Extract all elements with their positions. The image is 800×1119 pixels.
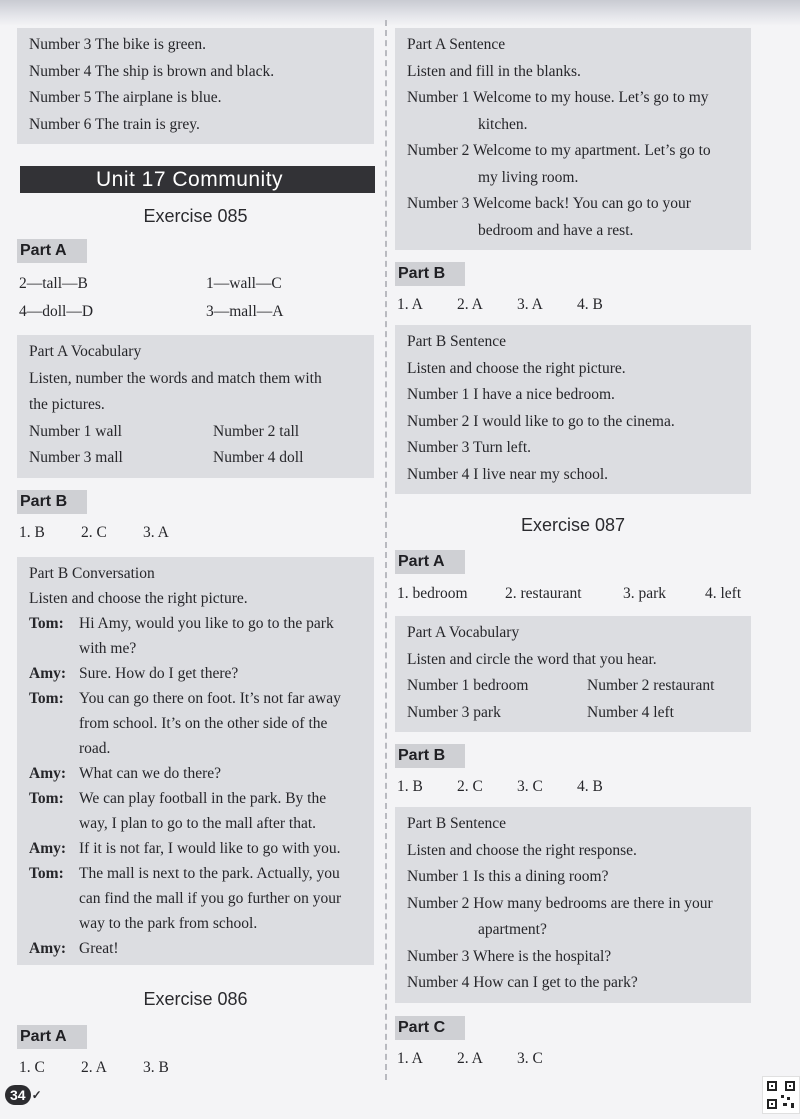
- page-top-edge: [0, 0, 800, 26]
- part-label: Part B: [395, 744, 465, 768]
- answer-item: 3—mall—A: [206, 303, 284, 320]
- transcript-heading: Part A Sentence: [407, 36, 506, 53]
- transcript-heading: Part B Sentence: [407, 815, 507, 832]
- dialog-line: What can we do there?: [79, 764, 222, 782]
- exercise-title: Exercise 085: [143, 206, 248, 226]
- transcript-line: Number 4 doll: [213, 449, 304, 466]
- dialog-line: way, I plan to go to the mall after that.: [79, 814, 317, 832]
- dialog-line: Sure. How do I get there?: [79, 664, 239, 682]
- answer-item: 3. park: [623, 585, 667, 602]
- answer-row: [395, 580, 751, 608]
- answer-item: 1. A: [397, 1049, 423, 1067]
- speaker-name: Tom:: [29, 789, 64, 807]
- transcript-line: Number 3 Turn left.: [407, 439, 531, 456]
- part-label: Part A: [17, 1025, 87, 1049]
- dialog-line: Hi Amy, would you like to go to the park: [79, 614, 334, 632]
- transcript-instruction: the pictures.: [29, 396, 105, 413]
- answer-grid: [17, 270, 374, 326]
- answer-item: 4. B: [577, 778, 603, 795]
- transcript-line: Number 1 Welcome to my house. Let’s go to my: [407, 89, 709, 106]
- transcript-line: Number 6 The train is grey.: [29, 115, 200, 133]
- part-label: Part A: [17, 239, 87, 263]
- transcript-box-vocabulary: [17, 335, 374, 478]
- dialog-turn: [29, 686, 364, 761]
- right-column: [395, 28, 751, 1073]
- transcript-instruction: Listen and circle the word that you hear.: [407, 650, 657, 668]
- transcript-line: Number 2 Welcome to my apartment. Let’s go to: [407, 142, 711, 159]
- qr-code-icon: [762, 1076, 800, 1114]
- dialog-line: from school. It’s on the other side of the: [79, 714, 328, 732]
- transcript-line: Number 2 restaurant: [587, 677, 715, 694]
- transcript-line: Number 3 Where is the hospital?: [407, 947, 612, 965]
- transcript-line: Number 4 I live near my school.: [407, 465, 609, 483]
- answer-item: 4—doll—D: [19, 303, 94, 320]
- answer-item: 2. restaurant: [505, 585, 582, 602]
- transcript-line: Number 1 bedroom: [407, 677, 529, 694]
- answer-item: 2. A: [457, 1049, 483, 1067]
- transcript-line: kitchen.: [478, 115, 528, 133]
- speaker-name: Amy:: [29, 764, 67, 782]
- transcript-heading: Part A Vocabulary: [407, 624, 520, 641]
- dialog-turn: [29, 611, 364, 661]
- answer-row: [17, 519, 374, 547]
- speaker-name: Amy:: [29, 839, 67, 857]
- dialog-turn: [29, 861, 364, 936]
- transcript-box-vocabulary: [395, 616, 751, 732]
- dialog-line: with me?: [79, 639, 137, 657]
- transcript-line: Number 3 park: [407, 703, 501, 721]
- transcript-line: Number 2 tall: [213, 422, 300, 440]
- dialog-line: The mall is next to the park. Actually, you: [79, 864, 340, 882]
- speaker-name: Tom:: [29, 689, 64, 707]
- transcript-heading: Part B Sentence: [407, 333, 507, 350]
- answer-item: 1. C: [19, 1058, 45, 1076]
- transcript-line: Number 5 The airplane is blue.: [29, 89, 222, 106]
- transcript-instruction: Listen and choose the right picture.: [407, 359, 626, 377]
- dialog-line: If it is not far, I would like to go with you.: [79, 839, 341, 857]
- transcript-line: Number 3 mall: [29, 449, 123, 466]
- answer-item: 3. A: [143, 523, 169, 541]
- column-divider: [385, 20, 387, 1080]
- answer-item: 1. bedroom: [397, 585, 468, 602]
- transcript-line: Number 3 Welcome back! You can go to your: [407, 195, 691, 212]
- unit-title-banner: Unit 17 Community: [20, 166, 375, 193]
- dialog-turn: [29, 761, 364, 786]
- transcript-heading: Part B Conversation: [29, 564, 155, 582]
- page-number: [5, 1083, 47, 1107]
- transcript-box-conversation: [17, 557, 374, 965]
- speaker-name: Amy:: [29, 664, 67, 682]
- answer-item: 1—wall—C: [206, 275, 282, 292]
- transcript-line: bedroom and have a rest.: [478, 221, 634, 239]
- speaker-name: Tom:: [29, 864, 64, 882]
- answer-item: 2. C: [81, 523, 107, 541]
- part-label: Part C: [395, 1016, 465, 1040]
- answer-row: [395, 773, 751, 801]
- transcript-line: Number 4 left: [587, 703, 674, 721]
- exercise-title: Exercise 086: [143, 988, 248, 1009]
- transcript-line: Number 1 I have a nice bedroom.: [407, 386, 615, 403]
- answer-row: [17, 1054, 374, 1082]
- dialog-line: You can go there on foot. It’s not far away: [79, 689, 341, 707]
- answer-item: 3. C: [517, 778, 543, 795]
- answer-item: 3. B: [143, 1058, 169, 1076]
- dialog-line: road.: [79, 739, 111, 757]
- transcript-line: apartment?: [478, 921, 547, 938]
- part-label: Part B: [395, 262, 465, 286]
- transcript-line: Number 4 The ship is brown and black.: [29, 62, 275, 80]
- transcript-instruction: Listen and fill in the blanks.: [407, 62, 581, 80]
- transcript-box-sentence-response: [395, 807, 751, 1003]
- dialog-turn: [29, 936, 364, 961]
- transcript-box-sentence-picture: [395, 325, 751, 494]
- transcript-instruction: Listen, number the words and match them with: [29, 369, 322, 387]
- answer-item: 2—tall—B: [19, 275, 88, 292]
- transcript-line: Number 4 How can I get to the park?: [407, 974, 638, 991]
- answer-item: 2. A: [457, 296, 483, 313]
- dialog-turn: [29, 661, 364, 686]
- answer-item: 2. C: [457, 778, 483, 795]
- answer-item: 4. left: [705, 585, 742, 602]
- dialog-line: can find the mall if you go further on your: [79, 889, 342, 907]
- part-label: Part A: [395, 550, 465, 574]
- dialog-line: Great!: [79, 939, 119, 957]
- answer-item: 3. C: [517, 1049, 543, 1067]
- transcript-line: Number 2 I would like to go to the cinema.: [407, 412, 675, 430]
- answer-item: 2. A: [81, 1058, 107, 1076]
- transcript-instruction: Listen and choose the right picture.: [29, 589, 248, 607]
- dialog-turn: [29, 836, 364, 861]
- page-number-text: 34: [5, 1085, 31, 1105]
- answer-row: [395, 1045, 751, 1073]
- answer-item: 1. A: [397, 296, 423, 313]
- transcript-heading: Part A Vocabulary: [29, 343, 142, 360]
- exercise-title: Exercise 087: [520, 515, 626, 535]
- answer-item: 1. B: [397, 778, 423, 795]
- answer-item: 4. B: [577, 296, 603, 313]
- transcript-box-sentence-fill: [395, 28, 751, 250]
- transcript-line: Number 3 The bike is green.: [29, 36, 207, 53]
- answer-row: [395, 291, 751, 319]
- transcript-line: Number 2 How many bedrooms are there in your: [407, 894, 713, 912]
- dialog-turn: [29, 786, 364, 836]
- transcript-line: my living room.: [478, 168, 579, 186]
- answer-item: 1. B: [19, 523, 45, 541]
- transcript-line: Number 1 Is this a dining room?: [407, 868, 609, 885]
- part-label: Part B: [17, 490, 87, 514]
- speaker-name: Amy:: [29, 939, 67, 957]
- dialog-line: We can play football in the park. By the: [79, 789, 327, 807]
- transcript-box-vehicles: [17, 28, 374, 144]
- pen-nib-icon: ✓: [31, 1088, 42, 1102]
- answer-item: 3. A: [517, 296, 543, 313]
- transcript-instruction: Listen and choose the right response.: [407, 841, 637, 859]
- dialog-line: way to the park from school.: [79, 914, 258, 932]
- transcript-line: Number 1 wall: [29, 422, 122, 440]
- speaker-name: Tom:: [29, 614, 64, 632]
- left-column: [17, 28, 374, 1082]
